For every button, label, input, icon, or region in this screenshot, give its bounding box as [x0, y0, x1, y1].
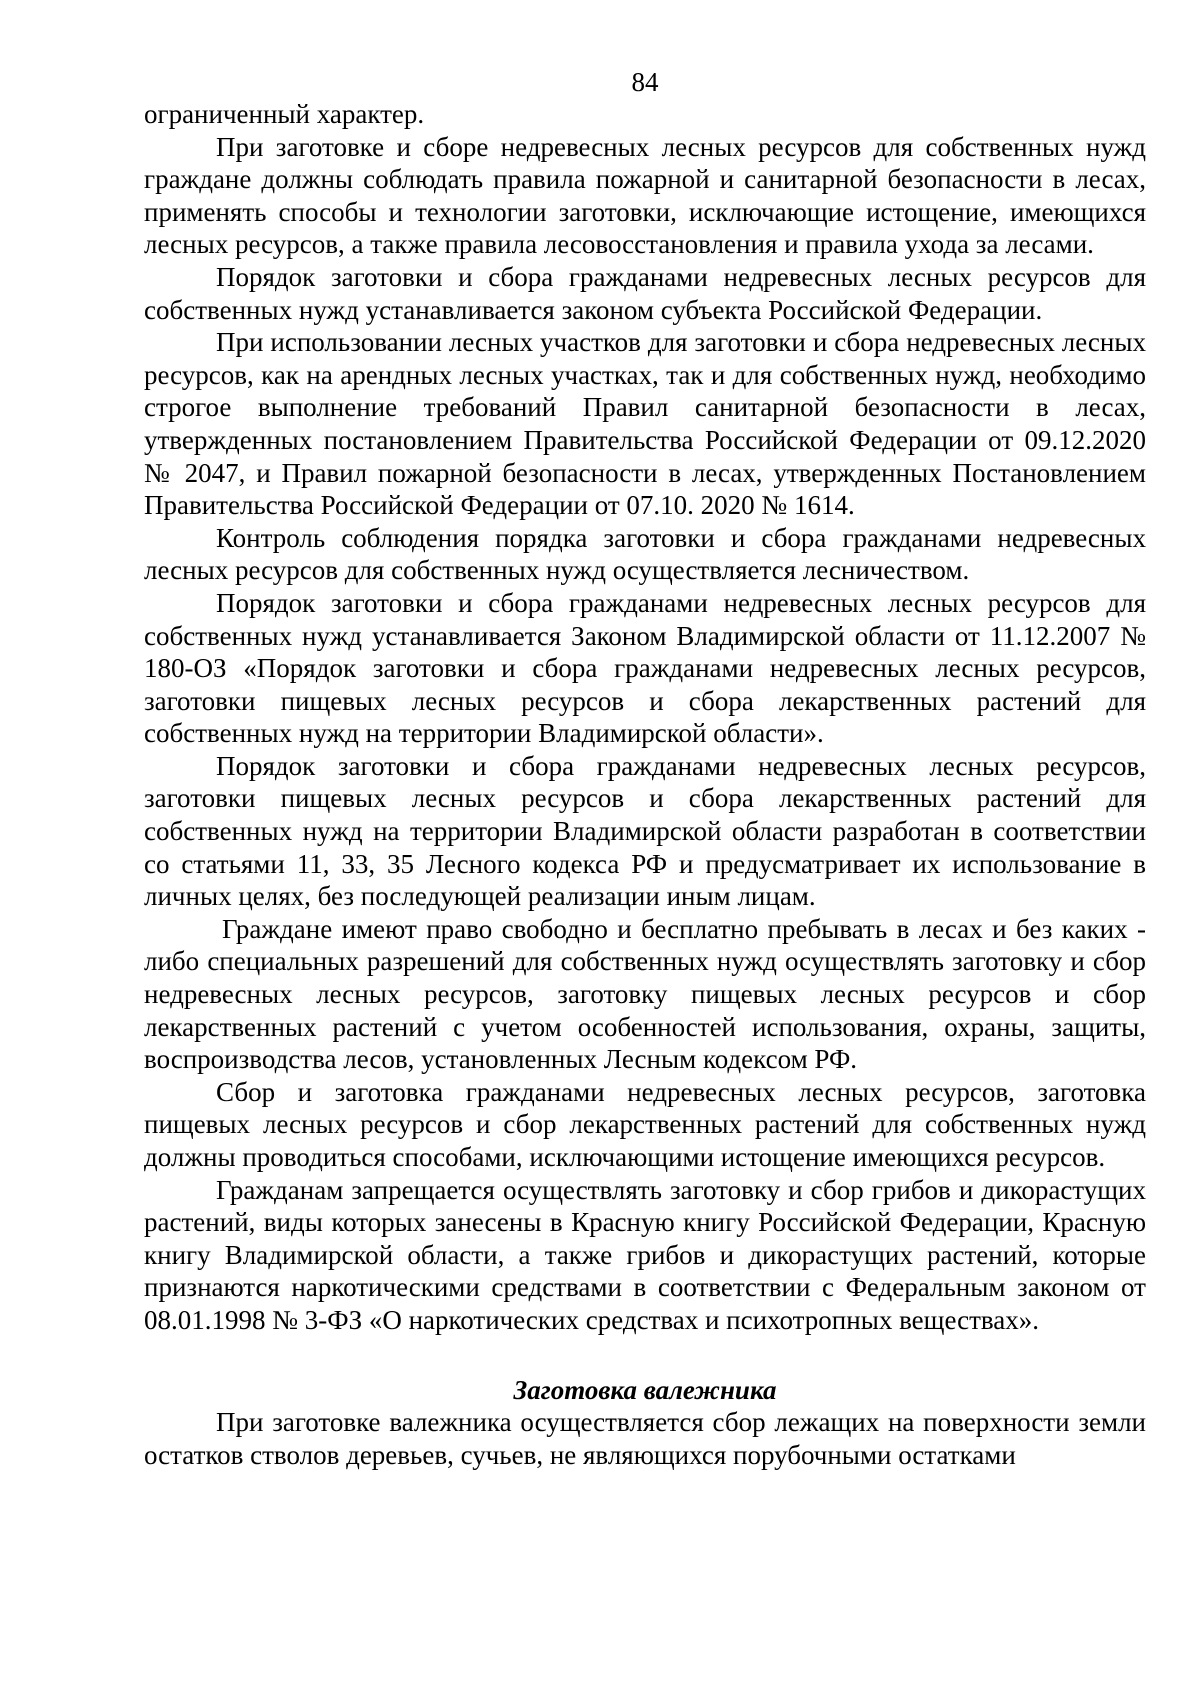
- paragraph: При использовании лесных участков для заготовки и сбора недревесных лесных ресурсов, как на арендных лесных участках, так и для собственных нужд, необходимо строгое выполнение требований Правил санитарной безопасности в лесах, утвержденных постановлением Правительства Российской Федерации от 09.12.2020 № 2047, и Правил пожарной безопасности в лесах, утвержденных Постановлением Правительства Российской Федерации от 07.10. 2020 № 1614.: [144, 327, 1146, 521]
- paragraph: Гражданам запрещается осуществлять заготовку и сбор грибов и дикорастущих растений, виды которых занесены в Красную книгу Российской Федерации, Красную книгу Владимирской области, а также грибов и дикорастущих растений, которые признаются наркотическими средствами в соответствии с Федеральным законом от 08.01.1998 № 3-ФЗ «О наркотических средствах и психотропных веществах».: [144, 1174, 1146, 1335]
- paragraph: При заготовке и сборе недревесных лесных ресурсов для собственных нужд граждане должны соблюдать правила пожарной и санитарной безопасности в лесах, применять способы и технологии заготовки, исключающие истощение, имеющихся лесных ресурсов, а также правила лесовосстановления и правила ухода за лесами.: [144, 131, 1146, 260]
- paragraph: Граждане имеют право свободно и бесплатно пребывать в лесах и без каких - либо специальных разрешений для собственных нужд осуществлять заготовку и сбор недревесных лесных ресурсов, заготовку пищевых лесных ресурсов и сбор лекарственных растений с учетом особенностей использования, охраны, защиты, воспроизводства лесов, установленных Лесным кодексом РФ.: [144, 913, 1146, 1075]
- paragraph: Порядок заготовки и сбора гражданами недревесных лесных ресурсов, заготовки пищевых лесных ресурсов и сбора лекарственных растений для собственных нужд на территории Владимирской области разработан в соответствии со статьями 11, 33, 35 Лесного кодекса РФ и предусматривает их использование в личных целях, без последующей реализации иным лицам.: [144, 750, 1146, 912]
- page-number: 84: [631, 67, 659, 97]
- paragraph: Порядок заготовки и сбора гражданами недревесных лесных ресурсов для собственных нужд устанавливается законом субъекта Российской Федерации.: [144, 261, 1146, 325]
- paragraph-continuation: ограниченный характер.: [144, 99, 425, 129]
- document-page: [144, 66, 1146, 1471]
- paragraph: Контроль соблюдения порядка заготовки и сбора гражданами недревесных лесных ресурсов для собственных нужд осуществляется лесничеством.: [144, 522, 1146, 586]
- paragraph: При заготовке валежника осуществляется сбор лежащих на поверхности земли остатков стволов деревьев, сучьев, не являющихся порубочными остатками: [144, 1407, 1146, 1470]
- section-heading: Заготовка валежника: [513, 1374, 777, 1405]
- paragraph: Сбор и заготовка гражданами недревесных лесных ресурсов, заготовка пищевых лесных ресурсов и сбор лекарственных растений для собственных нужд должны проводиться способами, исключающими истощение имеющихся ресурсов.: [144, 1076, 1146, 1172]
- paragraph: Порядок заготовки и сбора гражданами недревесных лесных ресурсов для собственных нужд устанавливается Законом Владимирской области от 11.12.2007 № 180-ОЗ «Порядок заготовки и сбора гражданами недревесных лесных ресурсов, заготовки пищевых лесных ресурсов и сбора лекарственных растений для собственных нужд на территории Владимирской области».: [144, 587, 1146, 749]
